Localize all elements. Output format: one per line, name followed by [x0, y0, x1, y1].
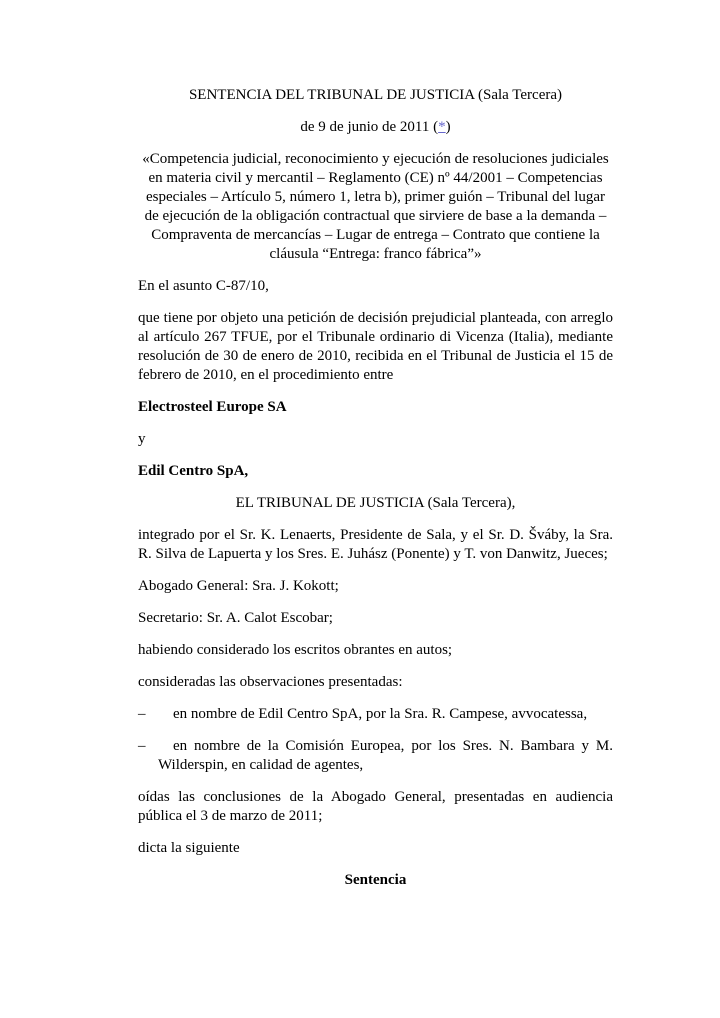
- party-conjunction: y: [138, 431, 146, 447]
- judgment-document: [138, 86, 613, 890]
- footnote-asterisk-link[interactable]: *: [438, 119, 446, 135]
- observation-text: en nombre de Edil Centro SpA, por la Sra. R. Campese, avvocatessa,: [173, 706, 588, 722]
- registrar-line: Secretario: Sr. A. Calot Escobar;: [138, 610, 333, 626]
- observation-text: en nombre de la Comisión Europea, por los Sres. N. Bambara y M. Wilderspin, en calidad de agentes,: [158, 738, 613, 773]
- written-procedure-line: habiendo considerado los escritos obrantes en autos;: [138, 642, 453, 658]
- hearing-line: oídas las conclusiones de la Abogado General, presentadas en audiencia pública el 3 de marzo de 2011;: [138, 789, 613, 824]
- list-dash: –: [138, 738, 146, 754]
- party-applicant: Electrosteel Europe SA: [138, 399, 287, 415]
- observation-item: [138, 737, 613, 775]
- observations-intro: consideradas las observaciones presentadas:: [138, 674, 403, 690]
- case-number: En el asunto C-87/10,: [138, 278, 269, 294]
- observation-item: [138, 705, 613, 724]
- list-dash: –: [138, 706, 146, 722]
- chamber-composition: integrado por el Sr. K. Lenaerts, Presidente de Sala, y el Sr. D. Šváby, la Sra. R. Silva de Lapuerta y los Sres. E. Juhász (Ponente) y T. von Danwitz, Jueces;: [138, 527, 613, 562]
- party-defendant: Edil Centro SpA,: [138, 463, 249, 479]
- judgment-heading: Sentencia: [344, 872, 407, 888]
- request-paragraph: que tiene por objeto una petición de decisión prejudicial planteada, con arreglo al artículo 267 TFUE, por el Tribunale ordinario di Vicenza (Italia), mediante resolución de 30 de enero de 2010, recibida en el Tribunal de Justicia el 15 de febrero de 2010, en el procedimiento entre: [138, 310, 613, 383]
- date-suffix: ): [445, 119, 451, 135]
- keywords-block: «Competencia judicial, reconocimiento y ejecución de resoluciones judiciales en materia civil y mercantil – Reglamento (CE) nº 44/2001 – Competencias especiales – Artículo 5, número 1, letra b), primer guión – Tribunal del lugar de ejecución de la obligación contractual que sirviere de base a la demanda – Compraventa de mercancías – Lugar de entrega – Contrato que contiene la cláusula “Entrega: franco fábrica”»: [142, 151, 609, 262]
- advocate-general-line: Abogado General: Sra. J. Kokott;: [138, 578, 339, 594]
- date-line: [138, 118, 613, 137]
- court-heading: EL TRIBUNAL DE JUSTICIA (Sala Tercera),: [235, 495, 516, 511]
- pronouncement-line: dicta la siguiente: [138, 840, 240, 856]
- date-prefix: de 9 de junio de 2011 (: [300, 119, 439, 135]
- document-title: SENTENCIA DEL TRIBUNAL DE JUSTICIA (Sala Tercera): [188, 87, 563, 103]
